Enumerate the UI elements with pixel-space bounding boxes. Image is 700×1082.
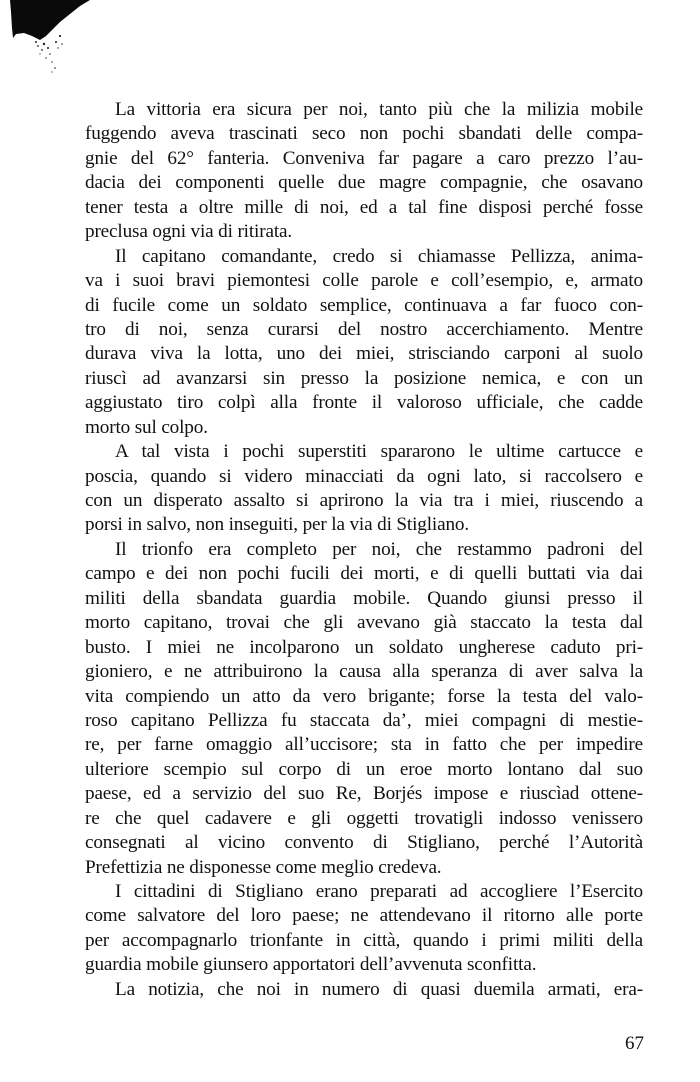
text-line: Il capitano comandante, credo si chiamasse Pellizza, anima- xyxy=(115,245,643,267)
text-line: A tal vista i pochi superstiti spararono le ultime cartucce e xyxy=(115,441,643,463)
paragraph xyxy=(85,538,643,880)
text-line: militi della sbandata guardia mobile. Quando giunsi presso il xyxy=(85,587,643,609)
text-line: con un disperato assalto si aprirono la via tra i miei, riuscendo a xyxy=(85,490,643,511)
text-line: morto sul colpo. xyxy=(85,416,208,438)
scan-corner-shadow xyxy=(0,0,90,80)
body-text xyxy=(85,98,643,1002)
text-line: va i suoi bravi piemontesi colle parole e coll’esempio, e, armato xyxy=(85,270,643,292)
text-line: campo e dei non pochi fucili dei morti, e di quelli buttati via dai xyxy=(85,563,643,585)
text-line: per accompagnarlo trionfante in città, quando i primi militi della xyxy=(85,929,643,951)
text-line: fuggendo aveva trascinati seco non pochi sbandati delle compa- xyxy=(85,123,643,145)
text-line: paese, ed a servizio del suo Re, Borjés impose e riuscìad ottene- xyxy=(85,783,643,805)
text-line: aggiustato tiro colpì alla fronte il valoroso ufficiale, che cadde xyxy=(85,392,643,414)
text-line: Il trionfo era completo per noi, che restammo padroni del xyxy=(115,538,643,560)
text-line: durava viva la lotta, uno dei miei, strisciando carponi al suolo xyxy=(85,343,643,365)
paragraph xyxy=(85,98,643,245)
text-line: di fucile come un soldato semplice, continuava a far fuoco con- xyxy=(85,294,643,316)
text-line: come salvatore del loro paese; ne attendevano il ritorno alle porte xyxy=(85,905,643,927)
text-line: vita compiendo un atto da vero brigante; forse la testa del valo- xyxy=(85,685,643,707)
text-line: gnie del 62° fanteria. Conveniva far pagare a caro prezzo l’au- xyxy=(85,147,643,169)
text-line: I cittadini di Stigliano erano preparati ad accogliere l’Esercito xyxy=(115,881,643,902)
text-line: La notizia, che noi in numero di quasi duemila armati, era- xyxy=(115,978,643,1000)
paragraph xyxy=(85,440,643,538)
paragraph xyxy=(85,245,643,441)
text-line: porsi in salvo, non inseguiti, per la via di Stigliano. xyxy=(85,514,469,536)
text-line: riuscì ad avanzarsi sin presso la posizione nemica, e con un xyxy=(85,367,643,389)
text-line: tener testa a oltre mille di noi, ed a tal fine disposi perché fosse xyxy=(85,196,643,218)
text-line: Prefettizia ne disponesse come meglio credeva. xyxy=(85,856,442,878)
text-line: preclusa ogni via di ritirata. xyxy=(85,221,293,243)
text-line: busto. I miei ne incolparono un soldato ungherese caduto pri- xyxy=(85,636,643,658)
text-line: dacia dei componenti quelle due magre compagnie, che osavano xyxy=(85,172,643,194)
text-line: gioniero, e ne attribuirono la causa alla speranza di aver salva la xyxy=(85,661,643,683)
text-line: poscia, quando si videro minacciati da ogni lato, si raccolsero e xyxy=(85,465,643,487)
text-line: La vittoria era sicura per noi, tanto più che la milizia mobile xyxy=(115,99,643,120)
page-number: 67 xyxy=(625,1033,644,1054)
text-line: tro di noi, senza curarsi del nostro accerchiamento. Mentre xyxy=(85,318,643,340)
text-line: consegnati al vicino convento di Stigliano, perché l’Autorità xyxy=(85,832,643,854)
text-line: re che quel cadavere e gli oggetti trovatigli indosso venissero xyxy=(85,807,643,829)
text-line: morto capitano, trovai che gli avevano già staccato la testa dal xyxy=(85,612,643,634)
text-line: ulteriore scempio sul corpo di un eroe morto lontano dal suo xyxy=(85,758,643,780)
text-line: guardia mobile giunsero apportatori dell’avvenuta sconfitta. xyxy=(85,954,537,976)
paragraph xyxy=(85,978,643,1002)
paragraph xyxy=(85,880,643,978)
text-line: roso capitano Pellizza fu staccata da’, miei compagni di mestie- xyxy=(85,709,643,731)
text-line: re, per farne omaggio all’uccisore; sta in fatto che per impedire xyxy=(85,734,643,756)
